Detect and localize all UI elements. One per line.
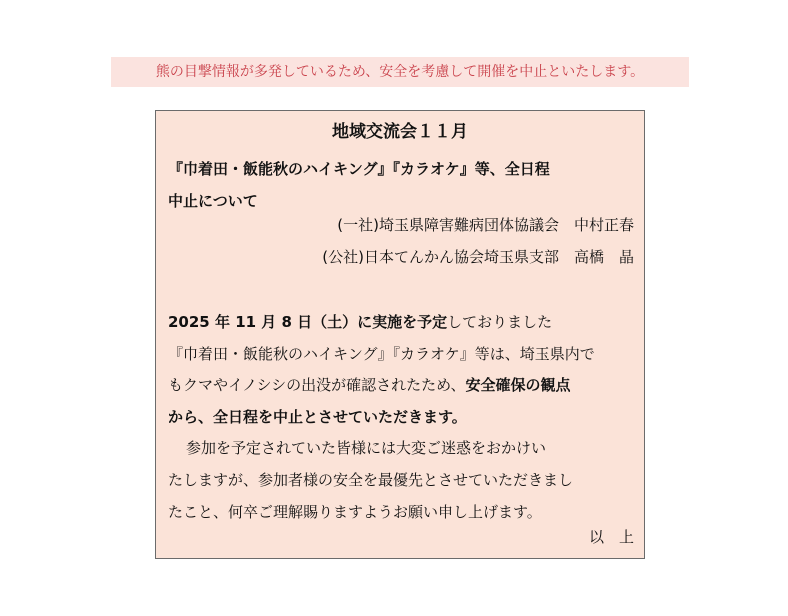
body-line-5: 参加を予定されていた皆様には大変ご迷惑をおかけい bbox=[186, 439, 547, 458]
body-line-7: たこと、何卒ご理解賜りますようお願い申し上げます。 bbox=[168, 502, 542, 521]
body-line-1 bbox=[168, 307, 638, 339]
notice-box bbox=[155, 110, 645, 559]
body-line-3-bold: 安全確保の観点 bbox=[465, 376, 571, 395]
notice-subtitle bbox=[168, 155, 550, 218]
body-line-6: たしますが、参加者様の安全を最優先とさせていただきまし bbox=[168, 470, 574, 489]
cancellation-banner: 熊の目撃情報が多発しているため、安全を考慮して開催を中止といたします。 bbox=[111, 57, 689, 87]
organizer-1: (一社)埼玉県障害難病団体協議会 中村正春 bbox=[337, 216, 634, 234]
body-line-1-bold: 2025 年 11 月 8 日（土）に実施を予定 bbox=[168, 313, 448, 331]
subtitle-line-1: 『巾着田・飯能秋のハイキング』『カラオケ』等、全日程 bbox=[168, 160, 550, 178]
body-line-3 bbox=[168, 370, 638, 402]
body-line-3-rest: もクマやイノシシの出没が確認されたため、 bbox=[168, 376, 466, 395]
body-line-1-rest: しておりました bbox=[447, 313, 553, 331]
organizer-2: (公社)日本てんかん協会埼玉県支部 高橋 晶 bbox=[322, 248, 634, 266]
closing-mark: 以 上 bbox=[588, 528, 634, 546]
subtitle-line-2: 中止について bbox=[168, 191, 258, 210]
notice-title: 地域交流会１１月 bbox=[332, 122, 468, 142]
body-line-4: から、全日程を中止とさせていただきます。 bbox=[168, 407, 467, 426]
notice-body bbox=[168, 307, 638, 528]
body-line-2: 『巾着田・飯能秋のハイキング』『カラオケ』等は、埼玉県内で bbox=[168, 344, 595, 363]
